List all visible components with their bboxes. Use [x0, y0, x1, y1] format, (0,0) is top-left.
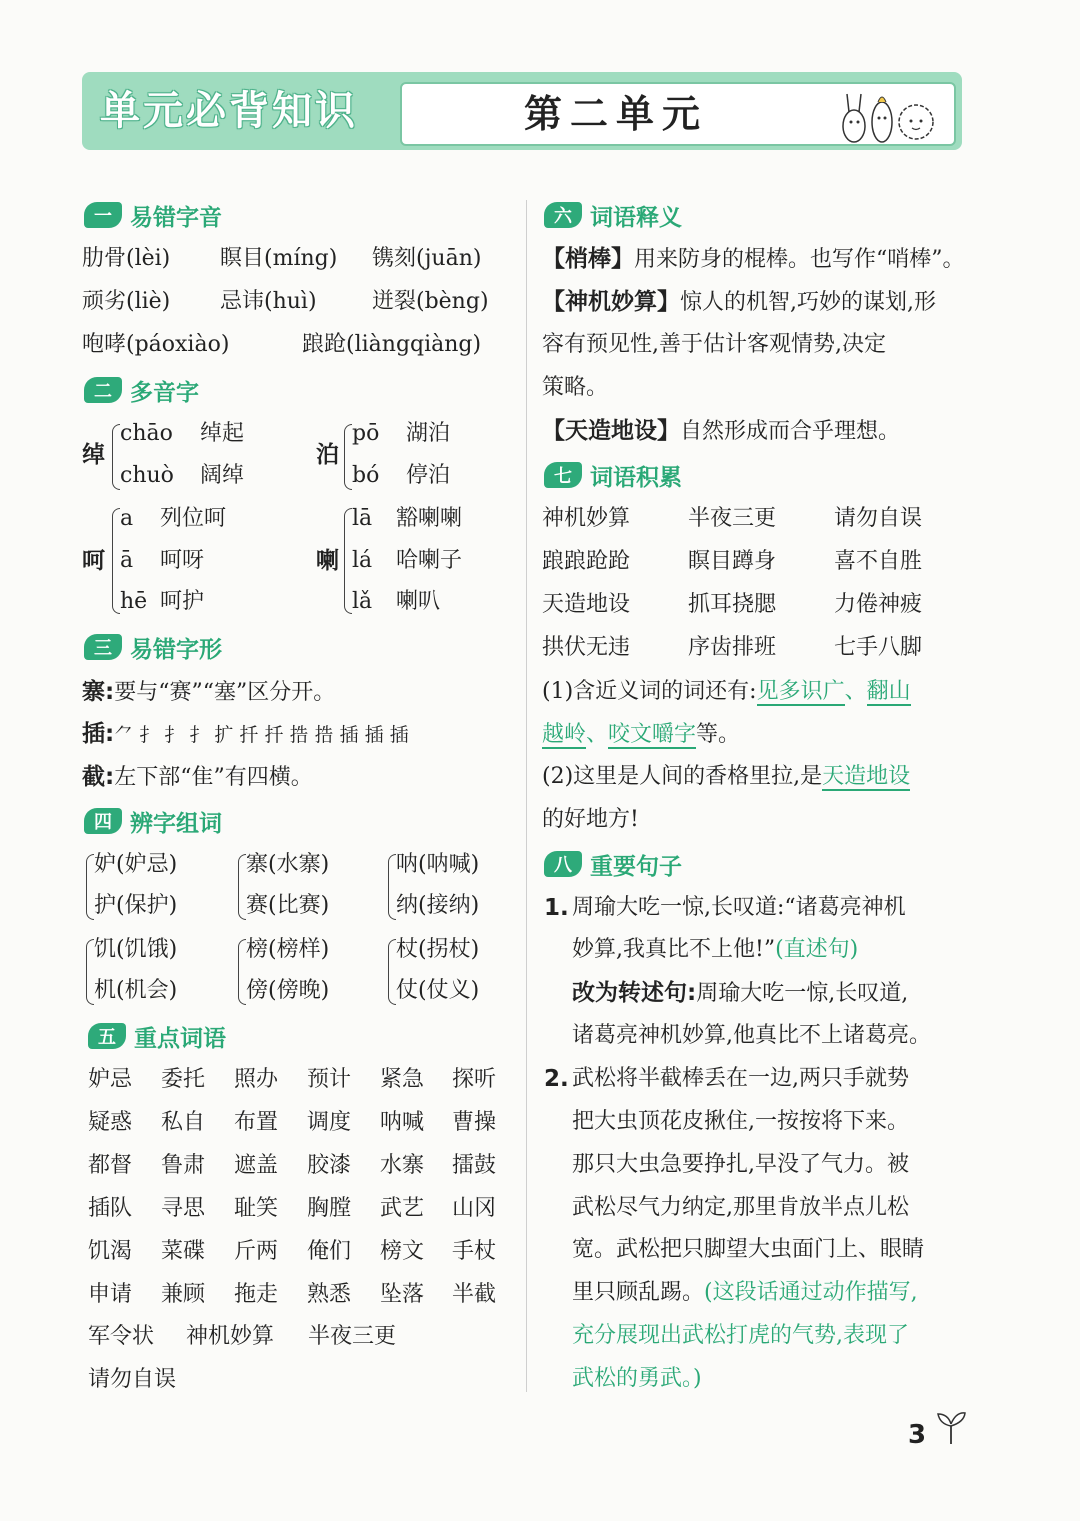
brace [86, 854, 94, 920]
distinguish-item: 饥(饥饿) [94, 937, 178, 962]
sentence-line: 武松将半截棒丢在一边,两只手就势 [572, 1066, 909, 1091]
brace [388, 854, 396, 920]
definition-line: 策略。 [542, 375, 609, 400]
distinguish-item: 护(保护) [94, 893, 178, 918]
note-text: 等。 [696, 722, 741, 747]
distinguish-item: 机(机会) [94, 978, 178, 1003]
brace [112, 424, 120, 490]
polyphone-char: 绰 [82, 442, 105, 468]
definition-line [542, 244, 965, 275]
glyph-char: 截: [82, 764, 115, 790]
distinguish-item: 仗(仗义) [396, 978, 480, 1003]
sprout-icon [934, 1410, 968, 1446]
reading: a [120, 506, 134, 531]
idiom: 请勿自误 [834, 506, 923, 531]
section-badge: 三 [84, 634, 122, 660]
reading: chuò [120, 463, 174, 488]
pron-item: 踉跄(liàngqiàng) [302, 332, 482, 357]
key-word: 呐喊 [380, 1109, 425, 1135]
sentence-line: 武松尽气力纳定,那里肯放半点儿松 [572, 1195, 909, 1220]
word: 喇叭 [396, 589, 441, 614]
answer-blank: 见多识广 [756, 679, 845, 704]
accum-note-2 [542, 762, 910, 792]
reading: ā [120, 548, 134, 573]
mascot-illustration [832, 88, 942, 144]
glyph-text: ⺈ 扌 扌 扌 扩 扦 扦 捁 捁 插 插 插 [114, 724, 409, 746]
key-word: 紧急 [380, 1067, 425, 1092]
unit-title: 第二单元 [523, 92, 708, 136]
key-word: 鲁肃 [161, 1152, 206, 1178]
note-text: (2)这里是人间的香格里拉,是 [542, 764, 823, 789]
distinguish-item: 纳(接纳) [396, 893, 480, 918]
word: 阔绰 [200, 463, 245, 488]
key-word: 请勿自误 [88, 1367, 177, 1393]
word: 列位呵 [160, 506, 227, 531]
word: 呵呀 [160, 548, 205, 573]
brace [344, 508, 352, 614]
glyph-text: 要与“赛”“塞”区分开。 [114, 680, 336, 705]
glyph-line [82, 719, 409, 750]
word: 停泊 [406, 463, 451, 488]
sentence-line [572, 935, 858, 965]
sentence-note-line: 充分展现出武松打虎的气势,表现了 [572, 1323, 909, 1348]
key-word: 妒忌 [88, 1067, 133, 1092]
idiom: 半夜三更 [688, 506, 777, 531]
idiom: 神机妙算 [542, 506, 631, 531]
distinguish-item: 杖(拐杖) [396, 937, 480, 962]
definition-text: 惊人的机智,巧妙的谋划,形 [680, 290, 936, 315]
key-word: 布置 [234, 1109, 279, 1135]
note-sep: 、 [844, 679, 867, 704]
key-word: 疑惑 [88, 1109, 133, 1135]
sentence-number: 1. [544, 895, 569, 921]
key-word: 兼顾 [161, 1281, 206, 1307]
polyphone-char: 喇 [316, 548, 339, 574]
distinguish-item: 赛(比赛) [246, 893, 330, 918]
sentence-line: 周瑜大吃一惊,长叹道:“诸葛亮神机 [572, 895, 906, 920]
sentence-note: (直述句) [775, 937, 859, 962]
sentence-line: 诸葛亮神机妙算,他真比不上诸葛亮。 [572, 1023, 931, 1048]
definition-term: 【梢棒】 [542, 246, 634, 272]
brace [112, 508, 120, 614]
key-word: 菜碟 [161, 1238, 206, 1264]
sentence-line: 宽。武松把只脚望大虫面门上、眼睛 [572, 1237, 925, 1262]
brace [238, 939, 246, 1005]
key-word: 饥渴 [88, 1238, 133, 1264]
section-label: 词语释义 [590, 204, 682, 231]
key-word: 神机妙算 [186, 1324, 275, 1350]
key-word: 山冈 [452, 1195, 497, 1221]
key-word: 寻思 [161, 1195, 206, 1221]
answer-blank: 翻山 [866, 679, 911, 704]
glyph-text: 左下部“隹”有四横。 [114, 765, 313, 790]
accum-note-2-cont: 的好地方! [542, 807, 639, 832]
page-number: 3 [908, 1420, 927, 1450]
idiom: 喜不自胜 [834, 549, 923, 574]
brace [344, 424, 352, 490]
section-4-heading [84, 804, 222, 838]
word: 呵护 [160, 589, 205, 614]
key-word: 插队 [88, 1195, 133, 1221]
section-5-heading [88, 1019, 226, 1053]
polyphone-char: 呵 [82, 548, 105, 574]
idiom: 序齿排班 [688, 635, 777, 660]
key-word: 拖走 [234, 1281, 279, 1307]
key-word: 探听 [452, 1067, 497, 1092]
key-word: 曹操 [452, 1109, 497, 1135]
reading: hē [120, 589, 148, 614]
accum-note-1 [542, 677, 911, 707]
section-label: 词语积累 [590, 464, 682, 491]
key-word: 遮盖 [234, 1152, 279, 1178]
section-label: 重要句子 [590, 853, 682, 880]
key-word: 熟悉 [307, 1281, 352, 1307]
idiom: 七手八脚 [834, 635, 923, 660]
key-word: 照办 [234, 1067, 279, 1092]
key-word: 坠落 [380, 1281, 425, 1307]
note-sep: 、 [586, 722, 609, 747]
section-badge: 六 [544, 202, 582, 228]
reading: lá [352, 548, 373, 573]
section-label: 辨字组词 [130, 810, 222, 837]
word: 绰起 [200, 421, 245, 446]
word: 哈喇子 [396, 548, 463, 573]
key-word: 私自 [161, 1109, 206, 1135]
key-word: 预计 [307, 1067, 352, 1092]
answer-blank: 天造地设 [822, 764, 911, 789]
sentence-line: 那只大虫急要挣扎,早没了气力。被 [572, 1152, 909, 1177]
definition-term: 【天造地设】 [542, 418, 680, 444]
idiom: 天造地设 [542, 592, 631, 617]
definition-line [542, 416, 900, 447]
key-word: 武艺 [380, 1195, 425, 1221]
sentence-note-line: 武松的勇武。) [572, 1366, 702, 1391]
key-word: 半截 [452, 1281, 497, 1307]
section-badge: 七 [544, 462, 582, 488]
note-text: (1)含近义词的词还有: [542, 679, 757, 704]
section-3-heading [84, 630, 222, 664]
header-title-box [400, 82, 956, 146]
sentence-instruction: 改为转述句: [572, 980, 697, 1006]
brace [238, 854, 246, 920]
pron-item: 肋骨(lèi) [82, 246, 171, 271]
glyph-line [82, 677, 335, 708]
definition-text: 用来防身的棍棒。也写作“哨棒”。 [634, 247, 965, 272]
key-word: 调度 [307, 1109, 352, 1135]
sentence-line [572, 1278, 918, 1308]
pron-item: 迸裂(bèng) [372, 289, 489, 314]
idiom: 拱伏无违 [542, 635, 631, 660]
idiom: 踉踉跄跄 [542, 549, 631, 574]
answer-blank: 咬文嚼字 [608, 722, 697, 747]
section-label: 易错字音 [130, 204, 222, 231]
answer-blank: 越岭 [542, 722, 587, 747]
sentence-text: 里只顾乱踢。 [572, 1280, 705, 1305]
key-word: 斤两 [234, 1238, 279, 1264]
pron-item: 顽劣(liè) [82, 289, 171, 314]
polyphone-char: 泊 [316, 442, 339, 468]
key-word: 擂鼓 [452, 1152, 497, 1178]
section-2-heading [84, 373, 199, 407]
definition-line: 容有预见性,善于估计客观情势,决定 [542, 332, 886, 357]
header-left-title: 单元必背知识 [100, 88, 358, 134]
pron-item: 忌讳(huì) [220, 289, 317, 314]
sentence-line: 把大虫顶花皮揪住,一按按将下来。 [572, 1109, 909, 1134]
sentence-number: 2. [544, 1066, 569, 1092]
sentence-line [572, 978, 908, 1009]
reading: bó [352, 463, 380, 488]
section-badge: 四 [84, 808, 122, 834]
idiom: 抓耳挠腮 [688, 592, 777, 617]
section-label: 多音字 [130, 379, 199, 406]
key-word: 俺们 [307, 1238, 352, 1264]
section-badge: 八 [544, 851, 582, 877]
brace [388, 939, 396, 1005]
key-word: 都督 [88, 1152, 133, 1178]
word: 豁喇喇 [396, 506, 463, 531]
key-word: 半夜三更 [308, 1324, 397, 1350]
word: 湖泊 [406, 421, 451, 446]
pron-item: 咆哮(páoxiào) [82, 332, 230, 357]
key-word: 胶漆 [307, 1152, 352, 1178]
distinguish-item: 傍(傍晚) [246, 978, 330, 1003]
section-badge: 一 [84, 202, 122, 228]
section-label: 易错字形 [130, 636, 222, 663]
key-word: 申请 [88, 1281, 133, 1307]
definition-term: 【神机妙算】 [542, 289, 680, 315]
section-badge: 五 [88, 1023, 126, 1049]
column-divider [526, 200, 527, 1392]
idiom: 瞑目蹲身 [688, 549, 777, 574]
reading: lǎ [352, 589, 373, 614]
definition-text: 自然形成而合乎理想。 [680, 419, 901, 444]
brace [86, 939, 94, 1005]
glyph-char: 寨: [82, 679, 115, 705]
key-word: 手杖 [452, 1238, 497, 1264]
glyph-line [82, 762, 313, 793]
sentence-text: 妙算,我真比不上他!” [572, 937, 776, 962]
accum-note-1-cont [542, 720, 740, 750]
section-7-heading [544, 458, 682, 492]
key-word: 榜文 [380, 1238, 425, 1264]
section-1-heading [84, 198, 222, 232]
distinguish-item: 妒(妒忌) [94, 852, 178, 877]
section-badge: 二 [84, 377, 122, 403]
section-6-heading [544, 198, 682, 232]
key-word: 胸膛 [307, 1195, 352, 1221]
section-label: 重点词语 [134, 1025, 226, 1052]
distinguish-item: 寨(水寨) [246, 852, 330, 877]
distinguish-item: 呐(呐喊) [396, 852, 480, 877]
definition-line [542, 287, 936, 318]
distinguish-item: 榜(榜样) [246, 937, 330, 962]
key-word: 军令状 [88, 1324, 155, 1350]
sentence-text: 周瑜大吃一惊,长叹道, [696, 981, 909, 1006]
section-8-heading [544, 847, 682, 881]
key-word: 耻笑 [234, 1195, 279, 1221]
reading: pō [352, 421, 380, 446]
reading: lā [352, 506, 373, 531]
reading: chāo [120, 421, 173, 446]
key-word: 委托 [161, 1067, 206, 1092]
sentence-note: (这段话通过动作描写, [704, 1280, 918, 1305]
page-header [82, 72, 962, 150]
key-word: 水寨 [380, 1152, 425, 1178]
pron-item: 镌刻(juān) [372, 246, 482, 271]
pron-item: 瞑目(míng) [220, 246, 338, 271]
glyph-char: 插: [82, 721, 115, 747]
idiom: 力倦神疲 [834, 592, 923, 617]
